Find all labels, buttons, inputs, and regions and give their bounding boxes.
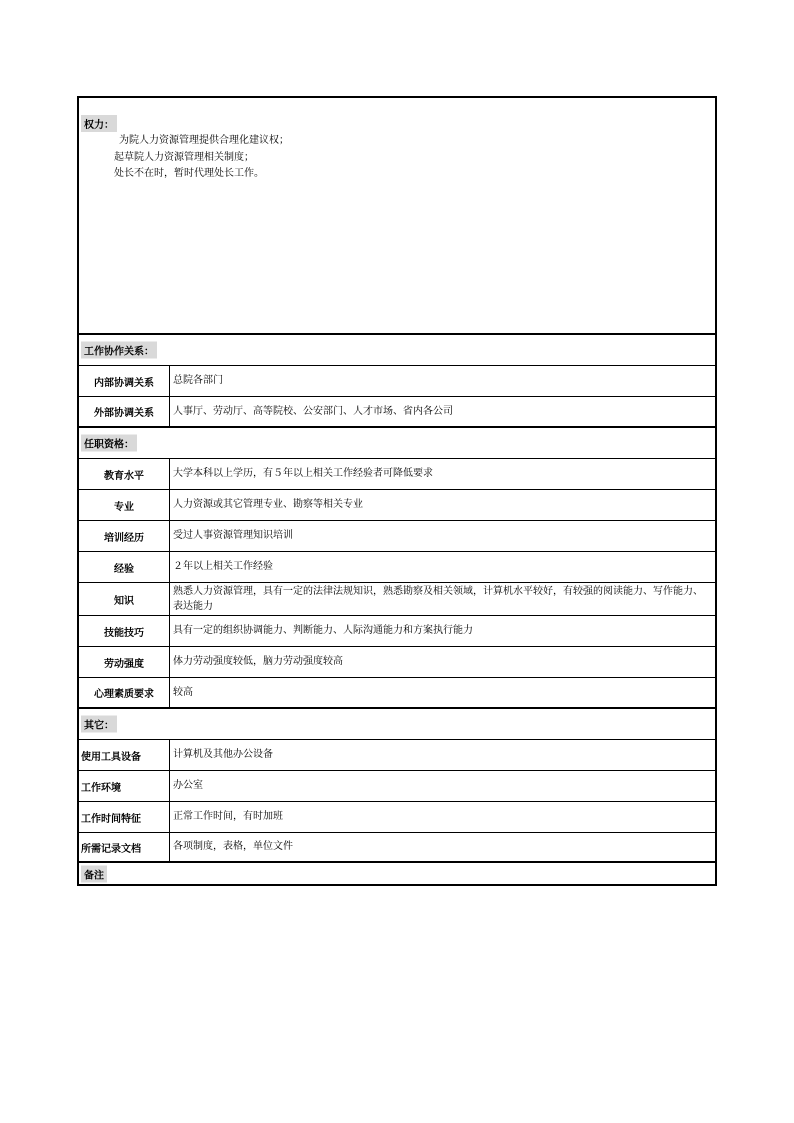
training-label: 培训经历: [79, 521, 170, 551]
qualification-row: [79, 490, 715, 521]
other-row: [79, 740, 715, 771]
knowledge-value: 熟悉人力资源管理，具有一定的法律法规知识，熟悉勘察及相关领域，计算机水平较好，有较强的阅读能力、写作能力、表达能力: [173, 586, 703, 612]
psychology-value: 较高: [173, 686, 193, 698]
internal-relation-value: 总院各部门: [173, 375, 223, 386]
cooperation-row-internal: [79, 366, 715, 397]
external-relation-label: 外部协调关系: [79, 397, 170, 426]
work-time-label: 工作时间特征: [79, 802, 170, 832]
qualification-row: [79, 616, 715, 647]
environment-value: 办公室: [173, 780, 203, 791]
psychology-label: 心理素质要求: [79, 678, 170, 707]
experience-label: 经验: [79, 552, 170, 582]
work-time-value: 正常工作时间，有时加班: [173, 811, 283, 822]
remarks-label: 备注: [81, 865, 107, 882]
other-header: [79, 709, 715, 740]
major-value: 人力资源或其它管理专业、勘察等相关专业: [173, 499, 363, 510]
tools-label: 使用工具设备: [79, 740, 170, 770]
other-label: 其它：: [81, 716, 117, 733]
other-row: [79, 771, 715, 802]
job-description-table: [77, 96, 717, 886]
remarks-row: [79, 863, 715, 884]
experience-value: ２年以上相关工作经验: [173, 561, 273, 572]
other-row: [79, 833, 715, 863]
qualifications-label: 任职资格：: [81, 435, 137, 452]
qualification-row: [79, 552, 715, 583]
training-value: 受过人事资源管理知识培训: [173, 530, 293, 541]
internal-relation-label: 内部协调关系: [79, 366, 170, 396]
powers-label: 权力：: [81, 115, 117, 132]
powers-section: [79, 98, 715, 335]
power-item-1: 为院人力资源管理提供合理化建议权；: [119, 135, 289, 146]
major-label: 专业: [79, 490, 170, 520]
cooperation-row-external: [79, 397, 715, 428]
documents-label: 所需记录文档: [79, 833, 170, 861]
external-relation-value: 人事厅、劳动厅、高等院校、公安部门、人才市场、省内各公司: [173, 405, 453, 417]
environment-label: 工作环境: [79, 771, 170, 801]
education-value: 大学本科以上学历，有５年以上相关工作经验者可降低要求: [173, 468, 433, 479]
documents-value: 各项制度，表格，单位文件: [173, 841, 293, 852]
cooperation-header: [79, 335, 715, 366]
knowledge-label: 知识: [79, 583, 170, 615]
tools-value: 计算机及其他办公设备: [173, 749, 273, 760]
power-item-2: 起草院人力资源管理相关制度；: [114, 152, 254, 163]
qualification-row: [79, 583, 715, 616]
qualification-row: [79, 459, 715, 490]
labor-intensity-label: 劳动强度: [79, 647, 170, 677]
qualification-row: [79, 521, 715, 552]
labor-intensity-value: 体力劳动强度较低，脑力劳动强度较高: [173, 656, 343, 667]
qualification-row: [79, 678, 715, 709]
skills-value: 具有一定的组织协调能力、判断能力、人际沟通能力和方案执行能力: [173, 625, 473, 636]
cooperation-label: 工作协作关系：: [81, 342, 157, 359]
qualifications-header: [79, 428, 715, 459]
other-row: [79, 802, 715, 833]
education-label: 教育水平: [79, 459, 170, 489]
skills-label: 技能技巧: [79, 616, 170, 646]
power-item-3: 处长不在时，暂时代理处长工作。: [114, 168, 264, 179]
qualification-row: [79, 647, 715, 678]
